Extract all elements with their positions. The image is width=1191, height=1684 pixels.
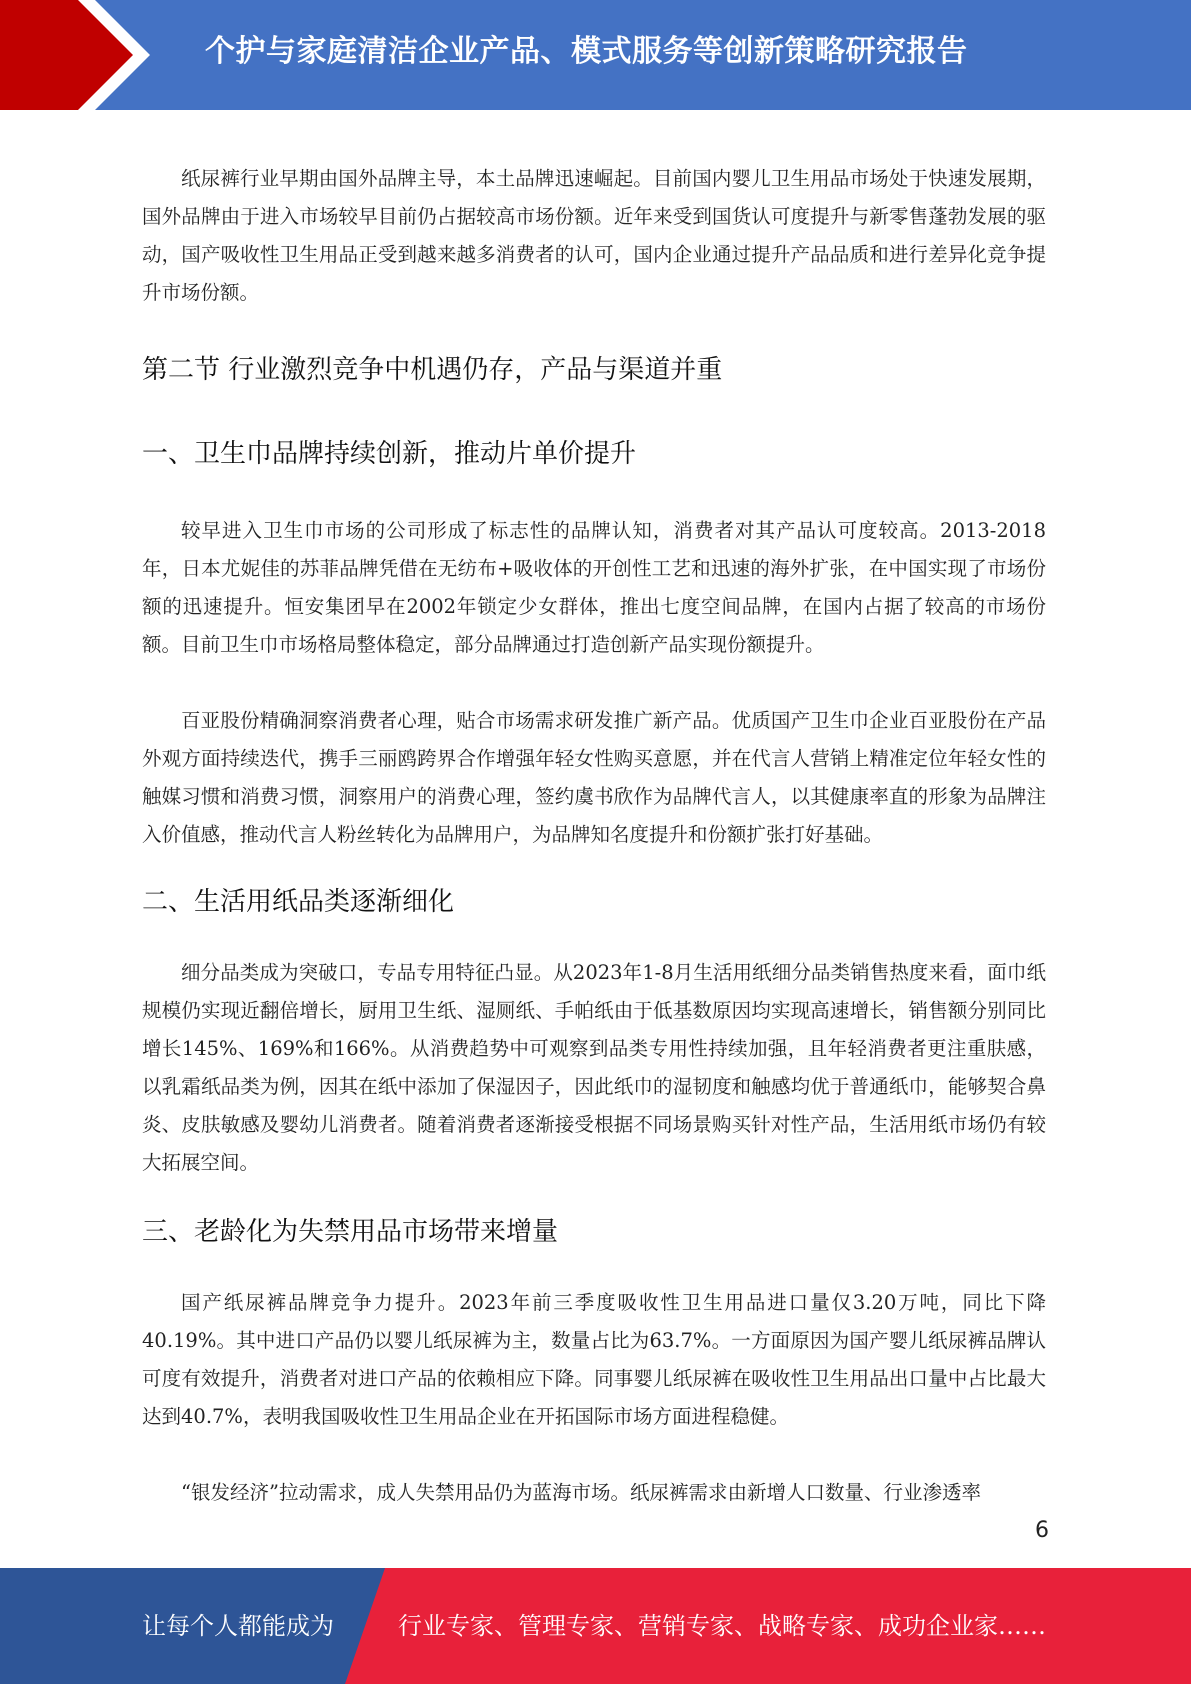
subsection-1-paragraph-2: 百亚股份精确洞察消费者心理，贴合市场需求研发推广新产品。优质国产卫生巾企业百亚股份在产品外观方面持续迭代，携手三丽鸥跨界合作增强年轻女性购买意愿，并在代言人营销上精准定位年轻女性的触媒习惯和消费习惯，洞察用户的消费心理，签约虞书欣作为品牌代言人，以其健康率直的形象为品牌注入价值感，推动代言人粉丝转化为品牌用户，为品牌知名度提升和份额扩张打好基础。 [142,709,1046,846]
footer-banner [0,1568,1191,1684]
section-heading: 第二节 行业激烈竞争中机遇仍存，产品与渠道并重 [142,355,723,385]
footer-slogan-right: 行业专家、管理专家、营销专家、战略专家、成功企业家…… [398,1612,1046,1640]
red-arrow-icon [0,0,160,110]
report-header-banner [0,0,1191,110]
subsection-3-paragraph-1: 国产纸尿裤品牌竞争力提升。2023年前三季度吸收性卫生用品进口量仅3.20万吨，同比下降40.19%。其中进口产品仍以婴儿纸尿裤为主，数量占比为63.7%。一方面原因为国产婴儿纸尿裤品牌认可度有效提升，消费者对进口产品的依赖相应下降。同事婴儿纸尿裤在吸收性卫生用品出口量中占比最大达到40.7%，表明我国吸收性卫生用品企业在开拓国际市场方面进程稳健。 [142,1291,1046,1428]
subsection-3-paragraph-2: “银发经济”拉动需求，成人失禁用品仍为蓝海市场。纸尿裤需求由新增人口数量、行业渗透率 [181,1481,981,1504]
intro-paragraph: 纸尿裤行业早期由国外品牌主导，本土品牌迅速崛起。目前国内婴儿卫生用品市场处于快速发展期，国外品牌由于进入市场较早目前仍占据较高市场份额。近年来受到国货认可度提升与新零售蓬勃发展的驱动，国产吸收性卫生用品正受到越来越多消费者的认可，国内企业通过提升产品品质和进行差异化竞争提升市场份额。 [142,167,1046,304]
document-body [142,160,1046,1512]
report-title: 个护与家庭清洁企业产品、模式服务等创新策略研究报告 [205,34,968,69]
subsection-heading-3: 三、老龄化为失禁用品市场带来增量 [142,1217,559,1247]
footer-slogan-left: 让每个人都能成为 [142,1612,334,1640]
subsection-heading-2: 二、生活用纸品类逐渐细化 [142,887,455,917]
subsection-2-paragraph-1: 细分品类成为突破口，专品专用特征凸显。从2023年1-8月生活用纸细分品类销售热度来看，面巾纸规模仍实现近翻倍增长，厨用卫生纸、湿厕纸、手帕纸由于低基数原因均实现高速增长，销售额分别同比增长145%、169%和166%。从消费趋势中可观察到品类专用性持续加强，且年轻消费者更注重肤感，以乳霜纸品类为例，因其在纸中添加了保湿因子，因此纸巾的湿韧度和触感均优于普通纸巾，能够契合鼻炎、皮肤敏感及婴幼儿消费者。随着消费者逐渐接受根据不同场景购买针对性产品，生活用纸市场仍有较大拓展空间。 [142,961,1046,1174]
subsection-1-paragraph-1: 较早进入卫生巾市场的公司形成了标志性的品牌认知，消费者对其产品认可度较高。2013-2018年，日本尤妮佳的苏菲品牌凭借在无纺布+吸收体的开创性工艺和迅速的海外扩张，在中国实现了市场份额的迅速提升。恒安集团早在2002年锁定少女群体，推出七度空间品牌，在国内占据了较高的市场份额。目前卫生巾市场格局整体稳定，部分品牌通过打造创新产品实现份额提升。 [142,519,1046,656]
subsection-heading-1: 一、卫生巾品牌持续创新，推动片单价提升 [142,439,637,469]
page-number: 6 [1035,1518,1049,1543]
